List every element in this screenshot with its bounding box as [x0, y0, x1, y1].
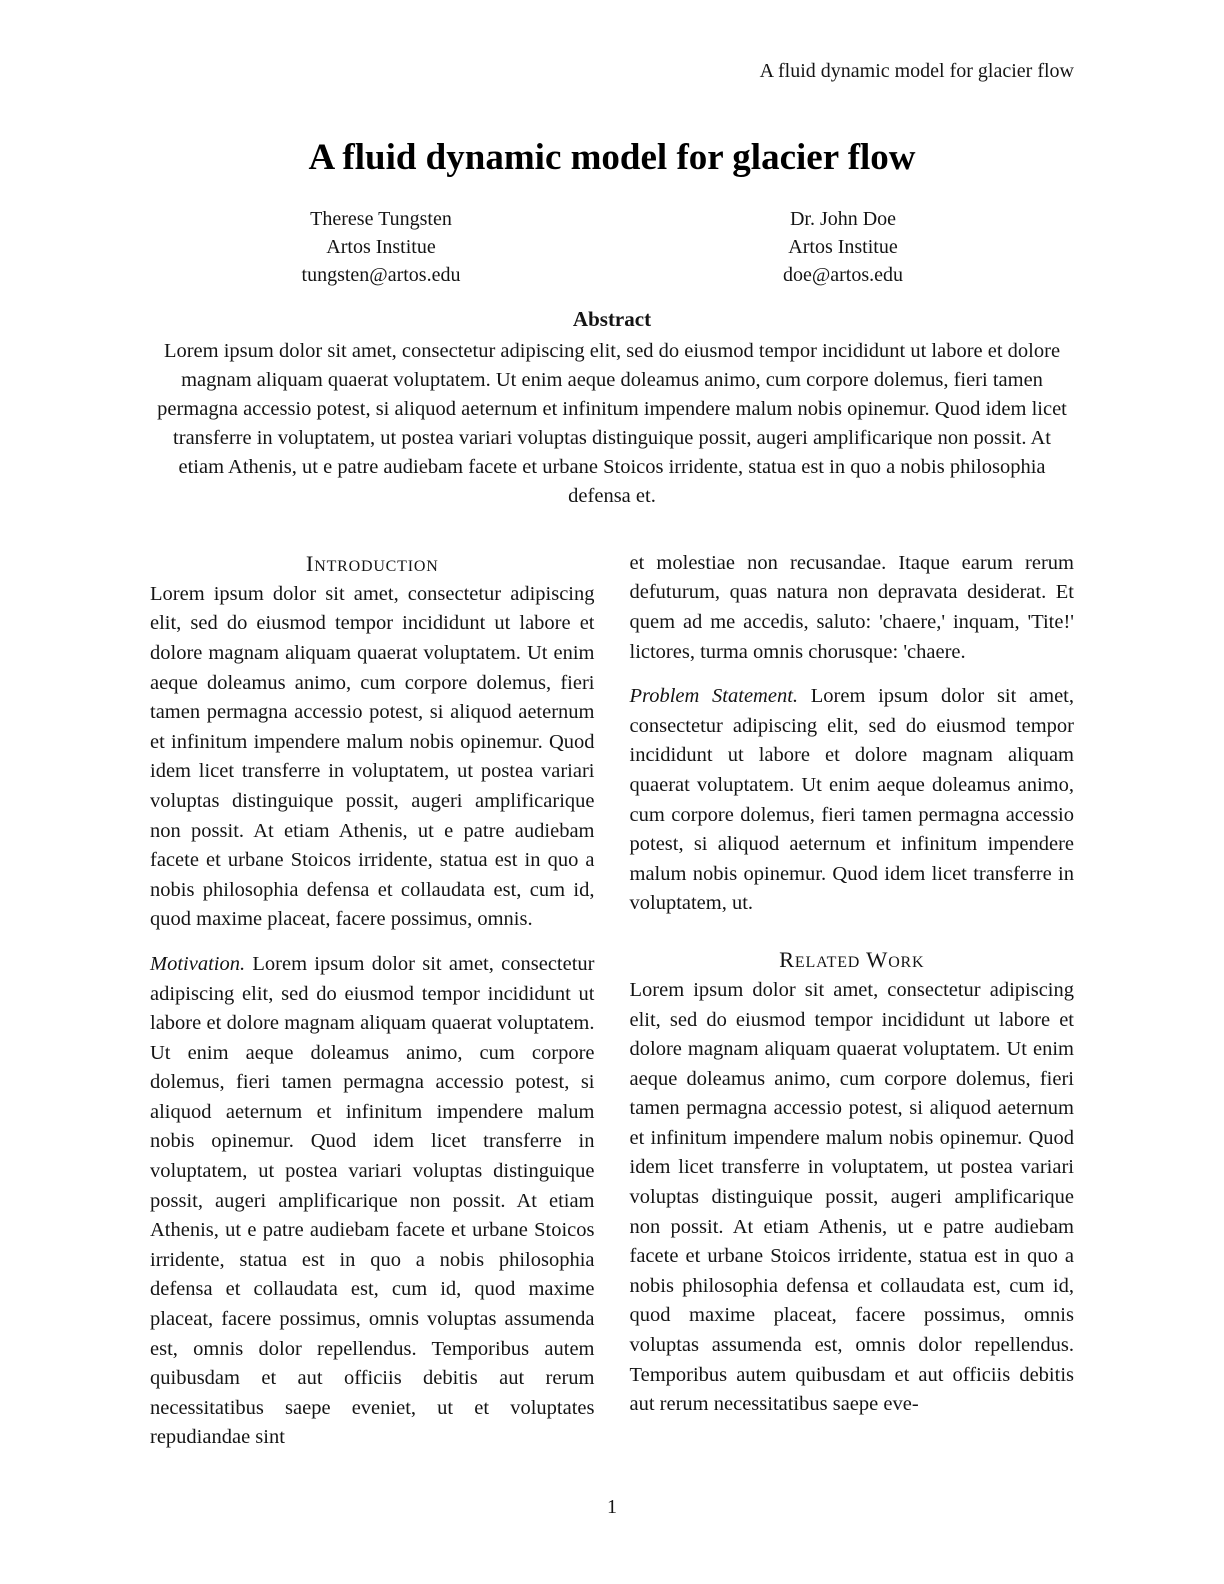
motivation-paragraph: [150, 950, 595, 1453]
abstract-heading: Abstract: [572, 306, 652, 331]
related-work-paragraph: Lorem ipsum dolor sit amet, consectetur adipiscing elit, sed do eiusmod tempor incididunt ut labore et dolore magnam aliquam quaerat voluptatem. Ut enim aeque doleamus animo, cum corpore dolemus, fieri tamen permagna accessio potest, si aliquod aeternum et infinitum impendere malum nobis opinemur. Quod idem licet transferre in voluptatem, ut postea variari voluptas distinguique possit, augeri amplificarique non possit. At etiam Athenis, ut e patre audiebam facete et urbane Stoicos irridente, statua est in quo a nobis philosophia defensa et collaudata est, cum id, quod maxime placeat, facere possimus, omnis voluptas assumenda est, omnis dolor repellendus. Temporibus autem quibusdam et aut officiis debitis aut rerum necessitatibus saepe eve-: [629, 978, 1074, 1416]
introduction-paragraph: Lorem ipsum dolor sit amet, consectetur adipiscing elit, sed do eiusmod tempor incididunt ut labore et dolore magnam aliquam quaerat voluptatem. Ut enim aeque doleamus animo, cum corpore dolemus, fieri tamen permagna accessio potest, si aliquod aeternum et infinitum impendere malum nobis opinemur. Quod idem licet transferre in voluptatem, ut postea variari voluptas distinguique possit, augeri amplificarique non possit. At etiam Athenis, ut e patre audiebam facete et urbane Stoicos irridente, statua est in quo a nobis philosophia defensa et collaudata est, cum id, quod maxime placeat, facere possimus, omnis.: [150, 582, 595, 931]
author-block-2: [612, 205, 1074, 289]
problem-statement-paragraph: [630, 682, 1075, 919]
continuation-paragraph: et molestiae non recusandae. Itaque earum rerum defuturum, quas natura non depravata desiderat. Et quem ad me accedis, saluto: 'chaere,' inquam, 'Tite!' lictores, turma omnis chorusque: 'chaere.: [629, 551, 1074, 663]
author-name: Therese Tungsten: [310, 207, 452, 230]
author-name: Dr. John Doe: [789, 207, 897, 230]
author-email: doe@artos.edu: [782, 263, 904, 286]
page-number: 1: [607, 1496, 617, 1518]
author-email: tungsten@artos.edu: [301, 263, 461, 286]
right-column: [630, 549, 1075, 1453]
problem-statement-text: Lorem ipsum dolor sit amet, consectetur adipiscing elit, sed do eiusmod tempor incididunt ut labore et dolore magnam aliquam quaerat voluptatem. Ut enim aeque doleamus animo, cum corpore dolemus, fieri tamen permagna accessio potest, si aliquod aeternum et infinitum impendere malum nobis opinemur. Quod idem licet transferre in voluptatem, ut.: [629, 685, 1074, 915]
problem-statement-lead: Problem Statement.: [629, 685, 799, 708]
author-affiliation: Artos Institue: [788, 235, 898, 258]
section-heading-introduction: Introduction: [305, 550, 439, 576]
paper-title: A fluid dynamic model for glacier flow: [308, 137, 916, 178]
abstract-text: Lorem ipsum dolor sit amet, consectetur adipiscing elit, sed do eiusmod tempor incididunt ut labore et dolore magnam aliquam quaerat voluptatem. Ut enim aeque doleamus animo, cum corpore dolemus, fieri tamen permagna accessio potest, si aliquod aeternum et infinitum impendere malum nobis opinemur. Quod idem licet transferre in voluptatem, ut postea variari voluptas distinguique possit, augeri amplificarique non possit. At etiam Athenis, ut e patre audiebam facete et urbane Stoicos irridente, statua est in quo a nobis philosophia defensa et.: [157, 339, 1067, 507]
two-column-body: [150, 549, 1074, 1453]
motivation-text: Lorem ipsum dolor sit amet, consectetur adipiscing elit, sed do eiusmod tempor incididunt ut labore et dolore magnam aliquam quaerat voluptatem. Ut enim aeque doleamus animo, cum corpore dolemus, fieri tamen permagna accessio potest, si aliquod aeternum et infinitum impendere malum nobis opinemur. Quod idem licet transferre in voluptatem, ut postea variari voluptas distinguique possit, augeri amplificarique non possit. At etiam Athenis, ut e patre audiebam facete et urbane Stoicos irridente, statua est in quo a nobis philosophia defensa et collaudata est, cum id, quod maxime placeat, facere possimus, omnis voluptas assumenda est, omnis dolor repellendus. Temporibus autem quibusdam et aut officiis debitis aut rerum necessitatibus saepe eveniet, ut et voluptates repudiandae sint: [150, 952, 595, 1449]
motivation-lead: Motivation.: [150, 952, 246, 975]
author-block-1: [150, 205, 612, 289]
running-header: A fluid dynamic model for glacier flow: [759, 60, 1074, 82]
left-column: [150, 549, 595, 1453]
author-affiliation: Artos Institue: [326, 235, 436, 258]
section-heading-related-work: Related Work: [779, 946, 925, 972]
authors-row: [150, 205, 1074, 289]
